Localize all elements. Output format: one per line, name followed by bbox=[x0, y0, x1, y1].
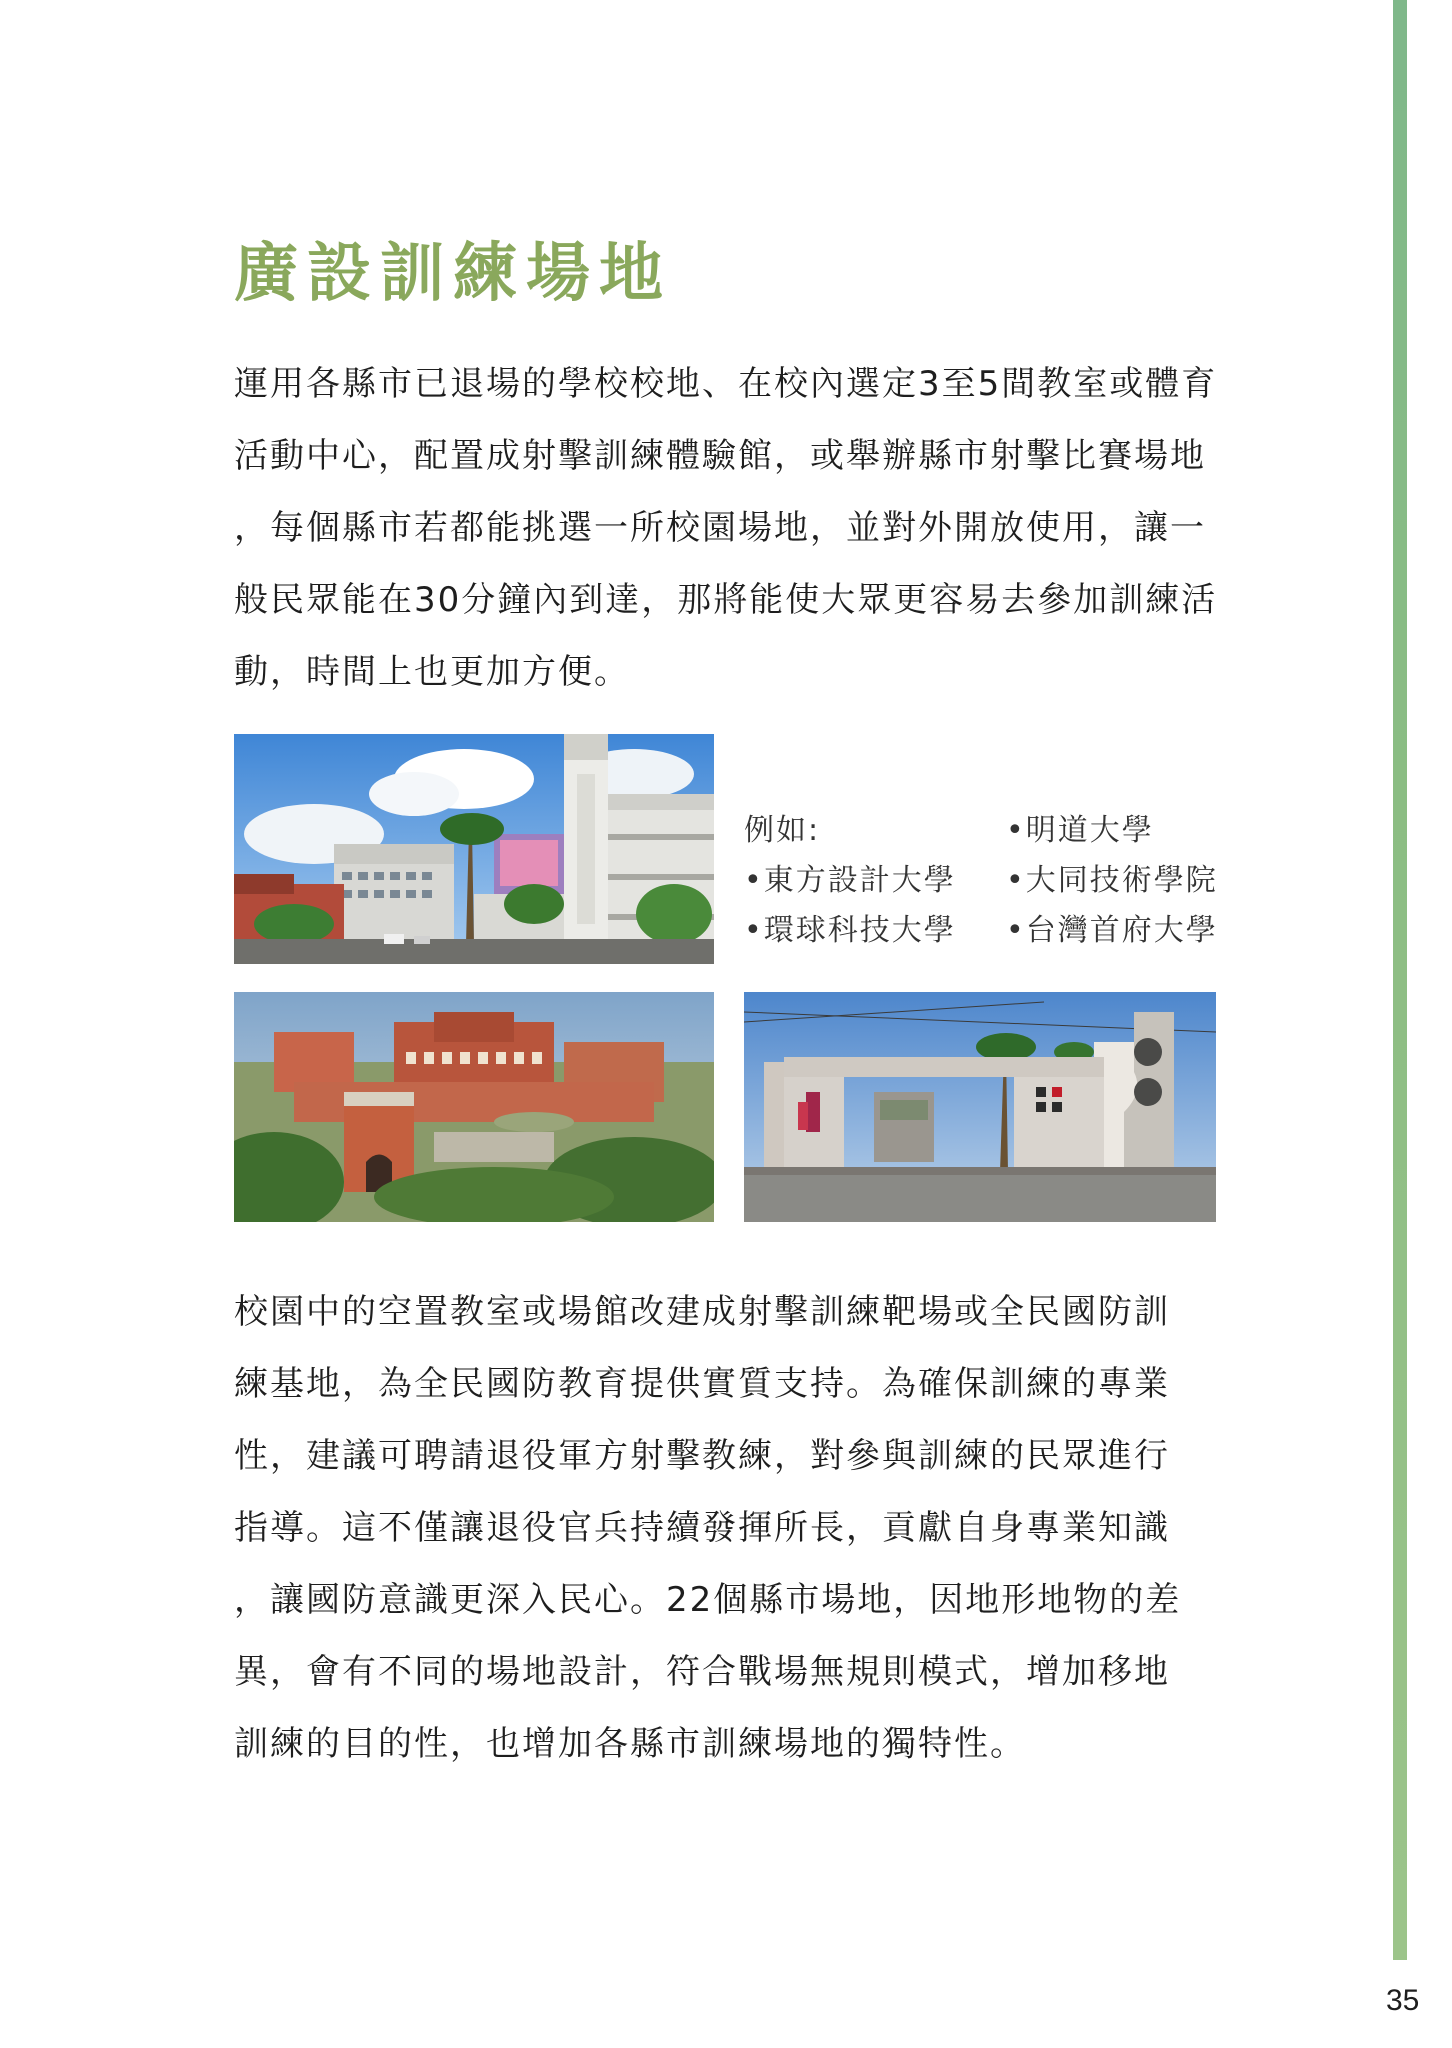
body-line: 異，會有不同的場地設計，符合戰場無規則模式，增加移地 bbox=[234, 1652, 1170, 1692]
body-line: 性，建議可聘請退役軍方射擊教練，對參與訓練的民眾進行 bbox=[234, 1436, 1170, 1476]
example-school: •大同技術學院 bbox=[1006, 863, 1218, 898]
example-school: •明道大學 bbox=[1006, 813, 1154, 848]
intro-line: 動，時間上也更加方便。 bbox=[234, 652, 630, 692]
example-school: •環球科技大學 bbox=[744, 913, 956, 948]
intro-line: 活動中心，配置成射擊訓練體驗館，或舉辦縣市射擊比賽場地 bbox=[234, 436, 1206, 476]
body-paragraph bbox=[234, 1276, 1224, 1780]
campus-photo-aerial bbox=[234, 992, 714, 1222]
campus-photo-gate bbox=[744, 992, 1216, 1222]
body-line: 指導。這不僅讓退役官兵持續發揮所長，貢獻自身專業知識 bbox=[234, 1508, 1170, 1548]
body-line: 練基地，為全民國防教育提供實質支持。為確保訓練的專業 bbox=[234, 1364, 1170, 1404]
example-school: •東方設計大學 bbox=[744, 863, 956, 898]
example-school-list bbox=[744, 806, 1224, 966]
body-line: 校園中的空置教室或場館改建成射擊訓練靶場或全民國防訓 bbox=[234, 1292, 1170, 1332]
intro-line: ，每個縣市若都能挑選一所校園場地，並對外開放使用，讓一 bbox=[234, 508, 1206, 548]
body-line: ，讓國防意識更深入民心。22個縣市場地，因地形地物的差 bbox=[234, 1580, 1182, 1620]
example-column-right bbox=[1006, 806, 1218, 956]
campus-photo-building bbox=[234, 734, 714, 964]
example-column-left bbox=[744, 806, 956, 956]
intro-line: 運用各縣市已退場的學校校地、在校內選定3至5間教室或體育 bbox=[234, 364, 1218, 404]
side-accent-bar bbox=[1393, 0, 1407, 1960]
intro-paragraph bbox=[234, 348, 1224, 708]
example-label: 例如: bbox=[744, 813, 821, 848]
body-line: 訓練的目的性，也增加各縣市訓練場地的獨特性。 bbox=[234, 1724, 1026, 1764]
page-number: 35 bbox=[1386, 1984, 1420, 2017]
example-school: •台灣首府大學 bbox=[1006, 913, 1218, 948]
intro-line: 般民眾能在30分鐘內到達，那將能使大眾更容易去參加訓練活 bbox=[234, 580, 1218, 620]
page-title: 廣設訓練場地 bbox=[234, 237, 672, 311]
